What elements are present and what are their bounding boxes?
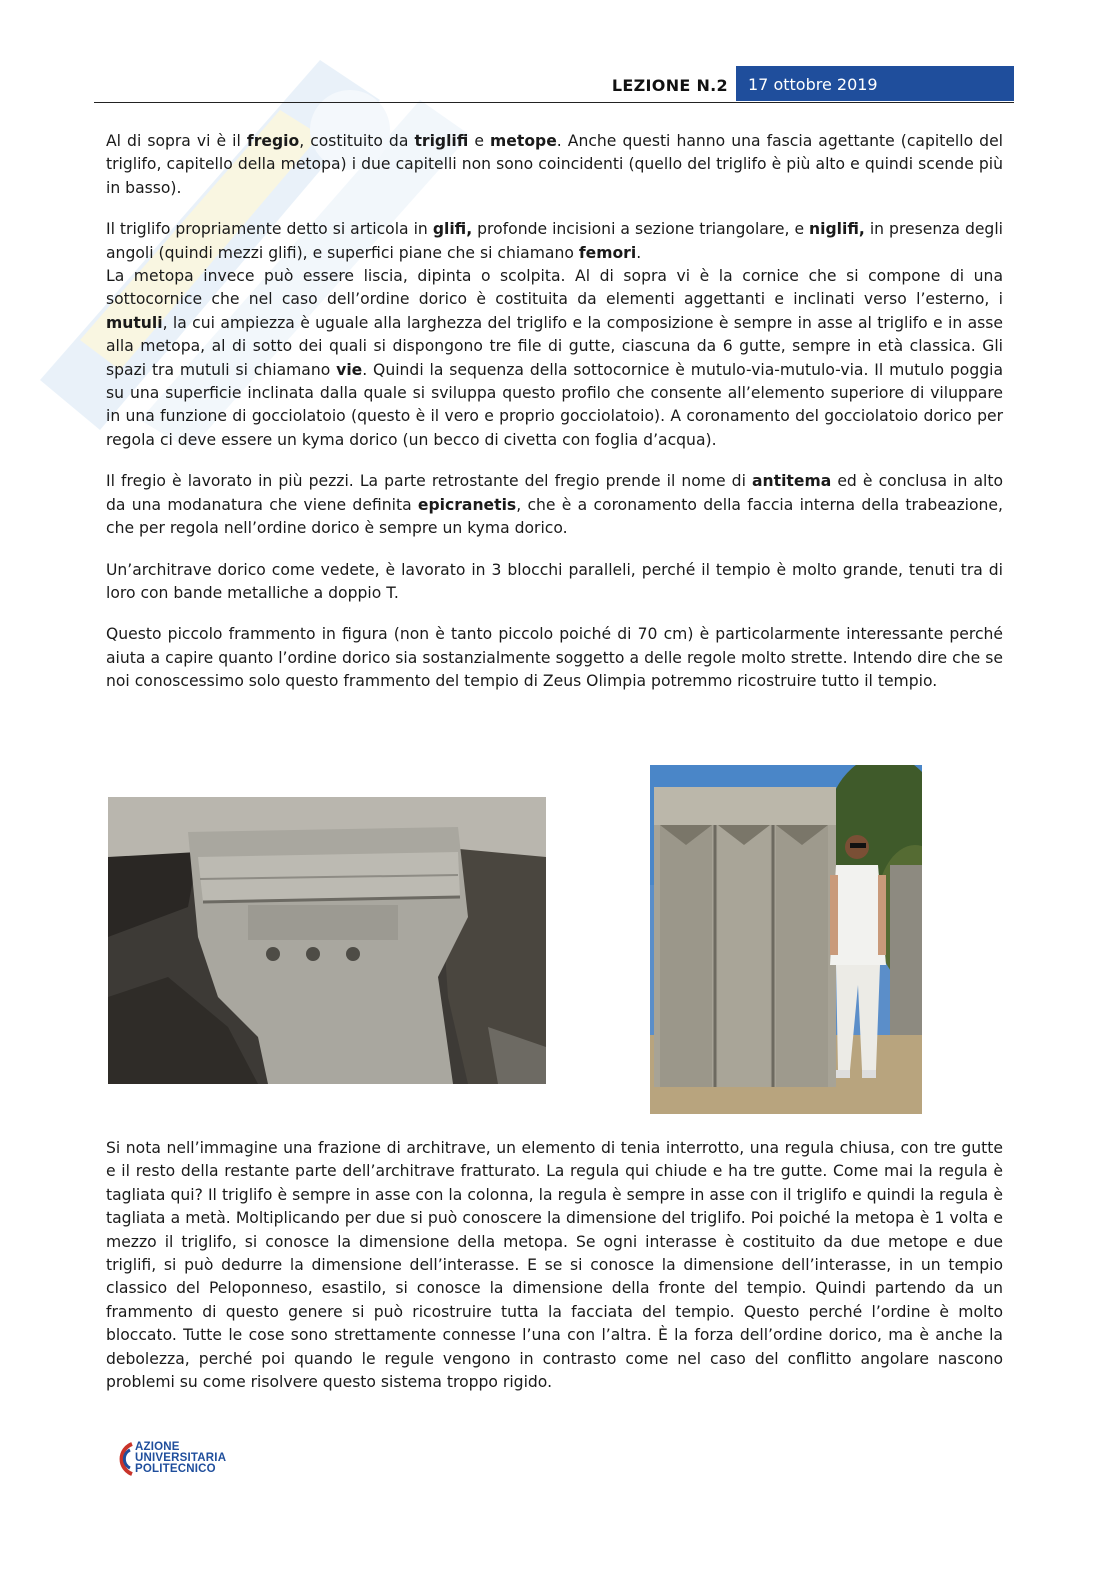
paragraph: Si nota nell’immagine una frazione di architrave, un elemento di tenia interrotto, una regula chiusa, con tre gutte e il resto della restante parte dell’architrave fratturato. La regula qui chiude e ha tre gutte. Come mai la regula è tagliata qui? Il triglifo è sempre in asse con la colonna, la regula è sempre in asse con il triglifo e quindi la regula è tagliata a metà. Moltiplicando per due si può conoscere la dimensione del triglifo. Poi poiché la metopa è 1 volta e mezzo il triglifo, si conosce la dimensione della metopa. Se ogni interasse è costituito da due metope e due triglifi, si può dedurre la dimensione dell’interasse. E se si conosce la dimensione dell’interasse, in un tempio classico del Peloponneso, esastilo, si conosce la dimensione della fronte del tempio. Quindi partendo da un frammento di questo genere si può ricostruire tutta la facciata del tempio. Questo perché l’ordine è molto bloccato. Tutte le cose sono strettamente connesse l’una con l’altra. È la forza dell’ordine dorico, ma è anche la debolezza, perché poi quando le regule vengono in contrasto come nel caso del conflitto angolare nascono problemi su come risolvere questo sistema troppo rigido. <box>106 1139 1003 1392</box>
paragraph: Un’architrave dorico come vedete, è lavorato in 3 blocchi paralleli, perché il tempio è molto grande, tenuti tra di loro con bande metalliche a doppio T. <box>106 560 1003 602</box>
main-text <box>106 130 1003 712</box>
paragraph: Al di sopra vi è il fregio, costituito da triglifi e metope. Anche questi hanno una fascia agettante (capitello del triglifo, capitello della metopa) i due capitelli non sono coincidenti (quello del triglifo è più alto e quindi scende più in basso). <box>106 132 1004 197</box>
association-logo <box>112 1440 262 1480</box>
logo-text: AZIONE UNIVERSITARIA POLITECNICO <box>135 1441 227 1475</box>
logo-arc-icon <box>112 1442 136 1476</box>
paragraph: Il triglifo propriamente detto si articola in glifi, profonde incisioni a sezione triangolare, e niglifi, in presenza degli angoli (quindi mezzi glifi), e superfici piane che si chiamano femori. <box>106 220 1003 262</box>
page-header <box>94 68 1014 103</box>
bottom-text <box>106 1137 1003 1394</box>
paragraph: La metopa invece può essere liscia, dipinta o scolpita. Al di sopra vi è la cornice che si compone di una sottocornice che nel caso dell’ordine dorico è costituita da elementi aggettanti e inclinati verso l’esterno, i mutuli, la cui ampiezza è uguale alla larghezza del triglifo e la composizione è sempre in asse al triglifo e in asse alla metopa, al di sotto dei quali si dispongono tre file di gutte, ciascuna da 6 gutte, sempre in età classica. Gli spazi tra mutuli si chiamano vie. Quindi la sequenza della sottocornice è mutulo-via-mutulo-via. Il mutulo poggia su una superficie inclinata dalla quale si sviluppa questo profilo che consente all’elemento superiore di viluppare in una funzione di gocciolatoio (questo è il vero e proprio gocciolatoio). A coronamento del gocciolatoio dorico per regola ci deve essere un kyma dorico (un becco di civetta con foglia d’acqua). <box>106 267 1004 449</box>
paragraph: Il fregio è lavorato in più pezzi. La parte retrostante del fregio prende il nome di antitema ed è conclusa in alto da una modanatura che viene definita epicranetis, che è a coronamento della faccia interna della trabeazione, che per regola nell’ordine dorico è sempre un kyma dorico. <box>106 472 1003 538</box>
column-photo <box>650 765 922 1114</box>
fragment-photo <box>108 797 546 1084</box>
lesson-title: LEZIONE N.2 <box>611 76 728 95</box>
paragraph: Questo piccolo frammento in figura (non è tanto piccolo poiché di 70 cm) è particolarmente interessante perché aiuta a capire quanto l’ordine dorico sia sostanzialmente soggetto a delle regole molto strette. Intendo dire che se noi conoscessimo solo questo frammento del tempio di Zeus Olimpia potremmo ricostruire tutto il tempio. <box>106 625 1003 691</box>
lesson-date: 17 ottobre 2019 <box>736 66 1014 101</box>
